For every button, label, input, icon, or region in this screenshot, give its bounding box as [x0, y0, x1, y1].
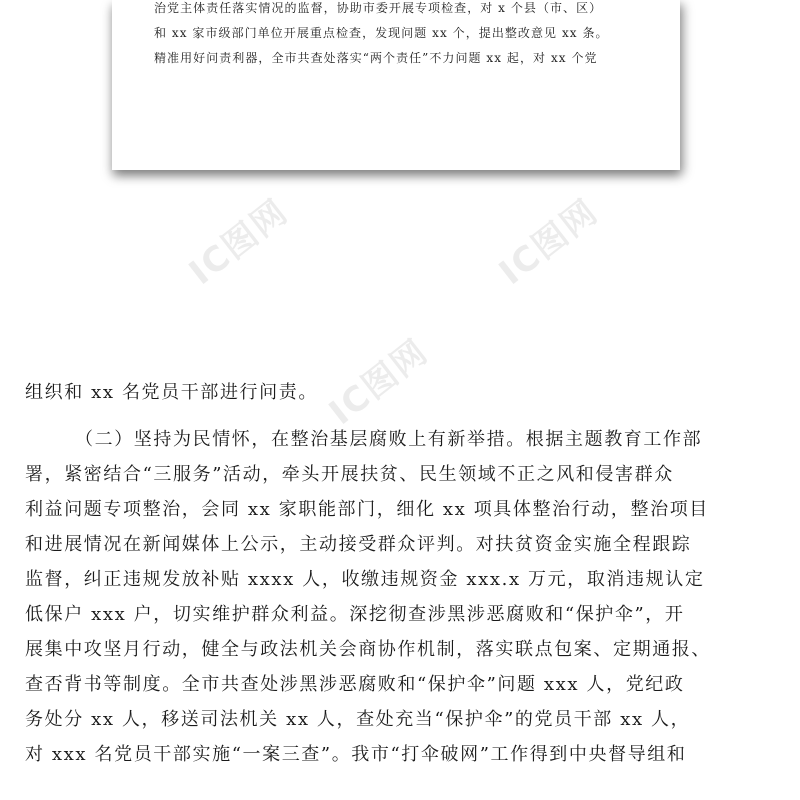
paragraph-line: 和进展情况在新闻媒体上公示，主动接受群众评判。对扶贫资金实施全程跟踪 — [25, 534, 692, 555]
paragraph-line: 监督，纠正违规发放补贴 xxxx 人，收缴违规资金 xxx.x 万元，取消违规认定 — [25, 569, 705, 590]
document-body — [25, 375, 775, 772]
paragraph-continuation-line: 组织和 xx 名党员干部进行问责。 — [25, 382, 318, 403]
watermark-2: IC图网 — [491, 191, 607, 293]
paragraph-line: 查否背书等制度。全市共查处涉黑涉恶腐败和“保护伞”问题 xxx 人，党纪政 — [25, 674, 685, 695]
paragraph-line: 务处分 xx 人，移送司法机关 xx 人，查处充当“保护伞”的党员干部 xx 人， — [25, 709, 691, 730]
paragraph-line: 展集中攻坚月行动，健全与政法机关会商协作机制，落实联点包案、定期通报、 — [25, 639, 711, 660]
paragraph-line: 署，紧密结合“三服务”活动，牵头开展扶贫、民生领域不正之风和侵害群众 — [25, 464, 674, 485]
watermark-1: IC图网 — [181, 191, 297, 293]
card-paragraph — [154, 0, 644, 71]
paragraph-line: 对 xxx 名党员干部实施“一案三查”。我市“打伞破网”工作得到中央督导组和 — [25, 744, 687, 765]
watermark-3: IC图网 — [321, 331, 437, 433]
card-line: 治党主体责任落实情况的监督，协助市委开展专项检查，对 x 个县（市、区） — [154, 1, 603, 15]
paragraph-line: 利益问题专项整治，会同 xx 家职能部门，细化 xx 项具体整治行动，整治项目 — [25, 499, 709, 520]
paragraph-line: 低保户 xxx 户，切实维护群众利益。深挖彻查涉黑涉恶腐败和“保护伞”，开 — [25, 604, 685, 625]
card-line: 和 xx 家市级部门单位开展重点检查，发现问题 xx 个，提出整改意见 xx 条。 — [154, 26, 609, 40]
document-preview-card — [112, 0, 680, 170]
card-line: 精准用好问责利器，全市共查处落实“两个责任”不力问题 xx 起，对 xx 个党 — [154, 51, 598, 65]
section-heading-line: （二）坚持为民情怀，在整治基层腐败上有新举措。根据主题教育工作部 — [75, 429, 703, 450]
